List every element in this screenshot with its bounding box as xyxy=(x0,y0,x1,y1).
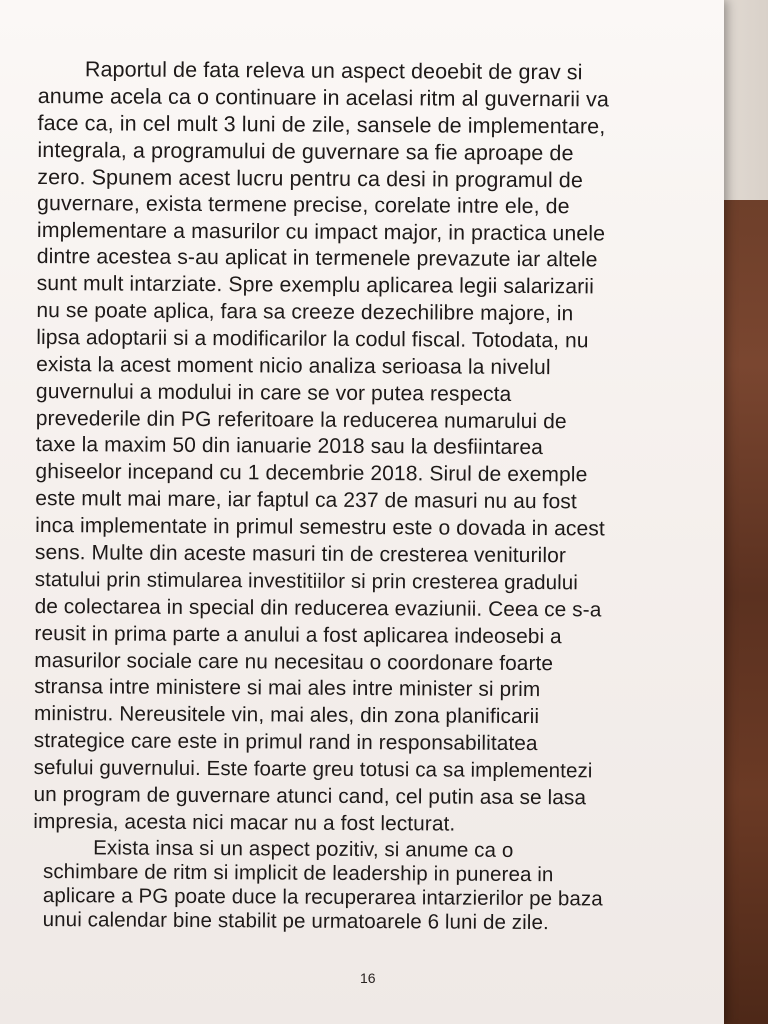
text-line: unui calendar bine stabilit pe urmatoarele 6 luni de zile. xyxy=(42,907,549,934)
text-line: Raportul de fata releva un aspect deoebit de grav si xyxy=(84,57,583,85)
text-line: integrala, a programului de guvernare sa fie aproape de xyxy=(37,137,574,165)
text-line: impresia, acesta nici macar nu a fost lecturat. xyxy=(33,809,456,836)
text-line: Exista insa si un aspect pozitiv, si anume ca o xyxy=(93,836,514,862)
text-line: strategice care este in primul rand in responsabilitatea xyxy=(33,729,538,756)
document-body xyxy=(33,56,678,936)
text-line: guvernare, exista termene precise, corelate intre ele, de xyxy=(37,191,570,219)
text-line: ghiseelor incepand cu 1 decembrie 2018. Sirul de exemple xyxy=(35,460,588,487)
page-number: 16 xyxy=(360,970,376,986)
text-line: un program de guvernare atunci cand, cel putin asa se lasa xyxy=(33,783,587,810)
text-line: sunt mult intarziate. Spre exemplu aplicarea legii salarizarii xyxy=(36,272,594,299)
text-line: sens. Multe din aceste masuri tin de cresterea veniturilor xyxy=(34,541,567,568)
text-line: reusit in prima parte a anului a fost aplicarea indeosebi a xyxy=(34,621,562,648)
text-line: este mult mai mare, iar faptul ca 237 de masuri nu au fost xyxy=(35,487,577,514)
text-line: dintre acestea s-au aplicat in termenele prevazute iar altele xyxy=(36,245,598,272)
text-line: masurilor sociale care nu necesitau o coordonare foarte xyxy=(34,648,554,675)
text-line: de colectarea in special din reducerea evaziunii. Ceea ce s-a xyxy=(34,594,602,622)
text-line: stransa intre ministere si mai ales intre minister si prim xyxy=(34,675,541,702)
text-line: zero. Spunem acest lucru pentru ca desi in programul de xyxy=(37,164,584,192)
text-line: aplicare a PG poate duce la recuperarea intarzierilor pe baza xyxy=(42,883,603,911)
text-line: taxe la maxim 50 din ianuarie 2018 sau la desfiintarea xyxy=(35,433,544,460)
text-line: implementare a masurilor cu impact major, in practica unele xyxy=(36,218,606,246)
text-line: face ca, in cel mult 3 luni de zile, sansele de implementare, xyxy=(37,110,606,139)
text-line: anume acela ca o continuare in acelasi ritm al guvernarii va xyxy=(37,83,610,112)
text-line: lipsa adoptarii si a modificarilor la codul fiscal. Totodata, nu xyxy=(36,325,589,353)
text-line: prevederile din PG referitoare la reducerea numarului de xyxy=(35,406,567,433)
text-line: inca implementate in primul semestru este o dovada in acest xyxy=(35,514,605,541)
text-line: ministru. Nereusitele vin, mai ales, din zona planificarii xyxy=(33,702,540,729)
text-line: sefului guvernului. Este foarte greu totusi ca sa implementezi xyxy=(33,756,593,783)
text-line: statului prin stimularea investitiilor si prin cresterea gradului xyxy=(34,567,579,595)
text-line: nu se poate aplica, fara sa creeze dezechilibre majore, in xyxy=(36,299,574,326)
text-line: exista la acest moment nicio analiza serioasa la nivelul xyxy=(36,352,551,379)
text-line: schimbare de ritm si implicit de leadership in punerea in xyxy=(42,859,554,886)
text-line: guvernului a modului in care se vor putea respecta xyxy=(35,379,512,406)
